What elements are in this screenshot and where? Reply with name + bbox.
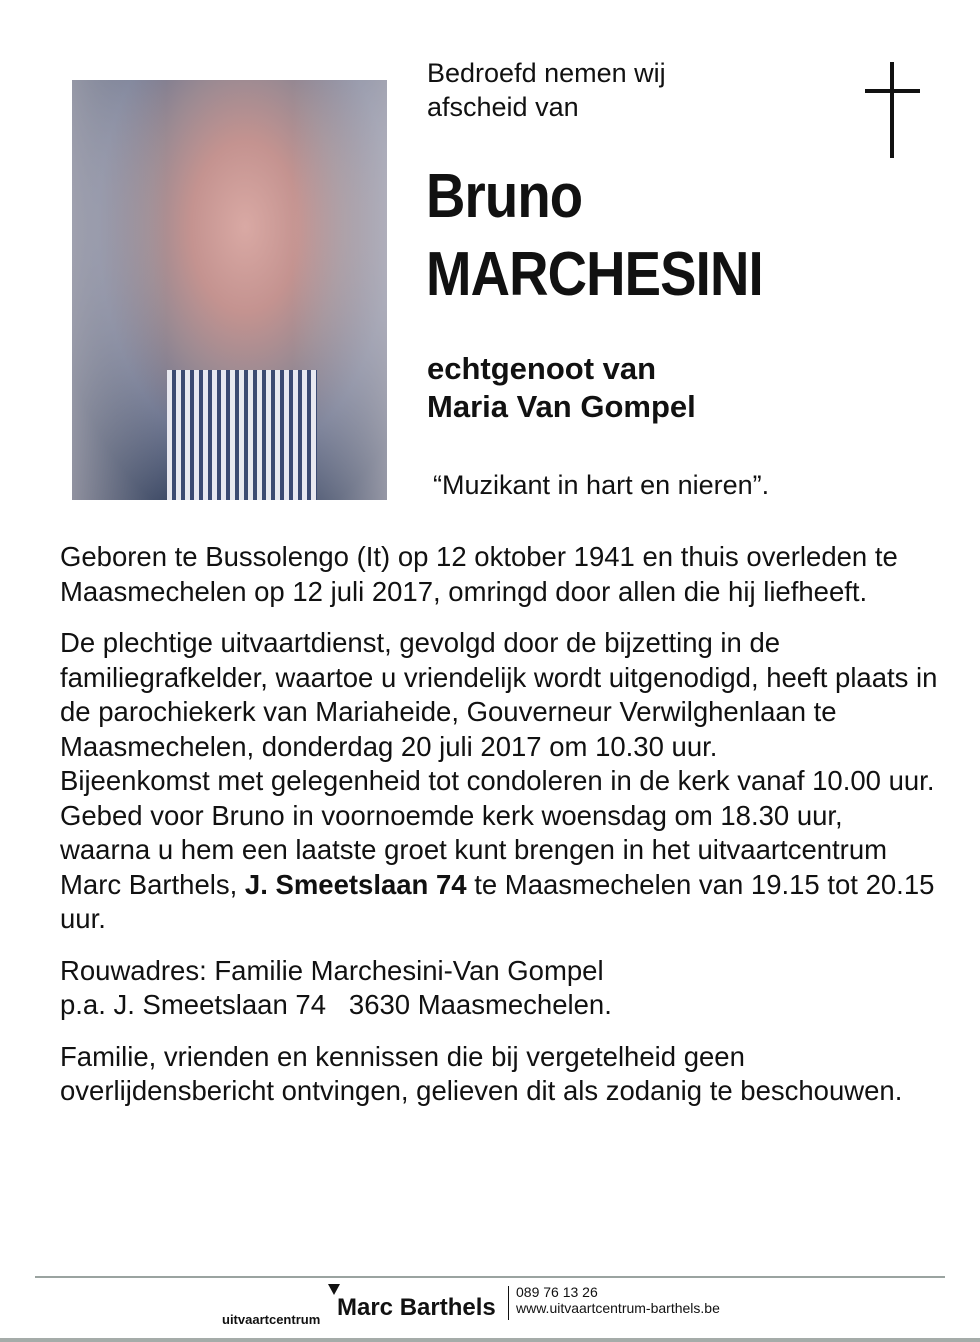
announcement-body	[60, 540, 940, 1126]
intro-line: afscheid van	[427, 92, 579, 122]
prayer-text-end: te Maasmechelen van 19.15 tot 20.15 uur.	[60, 868, 935, 934]
prayer-paragraph	[60, 799, 940, 937]
prayer-text: Gebed voor Bruno in voornoemde kerk woensdag om 18.30 uur, waarna u hem een laatste groet kunt brengen in het uitvaartcentrum Marc Barthels,	[60, 799, 888, 900]
intro-line: Bedroefd nemen wij	[427, 58, 666, 88]
prayer-address: J. Smeetslaan 74	[244, 868, 467, 900]
footer-prefix: uitvaartcentrum	[222, 1312, 321, 1327]
funeral-paragraph: De plechtige uitvaartdienst, gevolgd door de bijzetting in de familiegrafkelder, waartoe u vriendelijk wordt uitgenodigd, heeft plaats in de parochiekerk van Mariaheide, Gouverneur Verwilghenlaan te Maasmechelen, donderdag 20 juli 2017 om 10.30 uur.	[60, 627, 938, 762]
first-name: Bruno	[426, 162, 583, 231]
closing-paragraph: Familie, vrienden en kennissen die bij vergetelheid geen overlijdensbericht ontvingen, gelieven dit als zodanig te beschouwen.	[60, 1040, 903, 1106]
address-line: Rouwadres: Familie Marchesini-Van Gompel	[60, 954, 604, 986]
spouse-info	[427, 350, 696, 426]
birth-paragraph: Geboren te Bussolengo (It) op 12 oktober 1941 en thuis overleden te Maasmechelen op 12 juli 2017, omringd door allen die hij liefheeft.	[60, 541, 898, 607]
bottom-bar	[0, 1338, 980, 1342]
portrait-photo	[72, 80, 387, 500]
intro-text	[427, 56, 666, 124]
footer-brand: Marc Barthels	[337, 1294, 496, 1321]
cross-icon	[865, 62, 920, 158]
last-name: MARCHESINI	[426, 240, 763, 309]
spouse-name: Maria Van Gompel	[427, 389, 696, 424]
spouse-label: echtgenoot van	[427, 351, 657, 386]
address-paragraph	[60, 954, 940, 1023]
quote: “Muzikant in hart en nieren”.	[433, 470, 770, 500]
deceased-name	[426, 158, 763, 314]
meeting-paragraph: Bijeenkomst met gelegenheid tot condoleren in de kerk vanaf 10.00 uur.	[60, 765, 935, 796]
address-line: p.a. J. Smeetslaan 74 3630 Maasmechelen.	[60, 989, 612, 1020]
divider	[35, 1276, 945, 1278]
footer-phone: 089 76 13 26	[516, 1284, 598, 1300]
footer-website: www.uitvaartcentrum-barthels.be	[516, 1300, 720, 1316]
footer-separator	[508, 1286, 509, 1320]
